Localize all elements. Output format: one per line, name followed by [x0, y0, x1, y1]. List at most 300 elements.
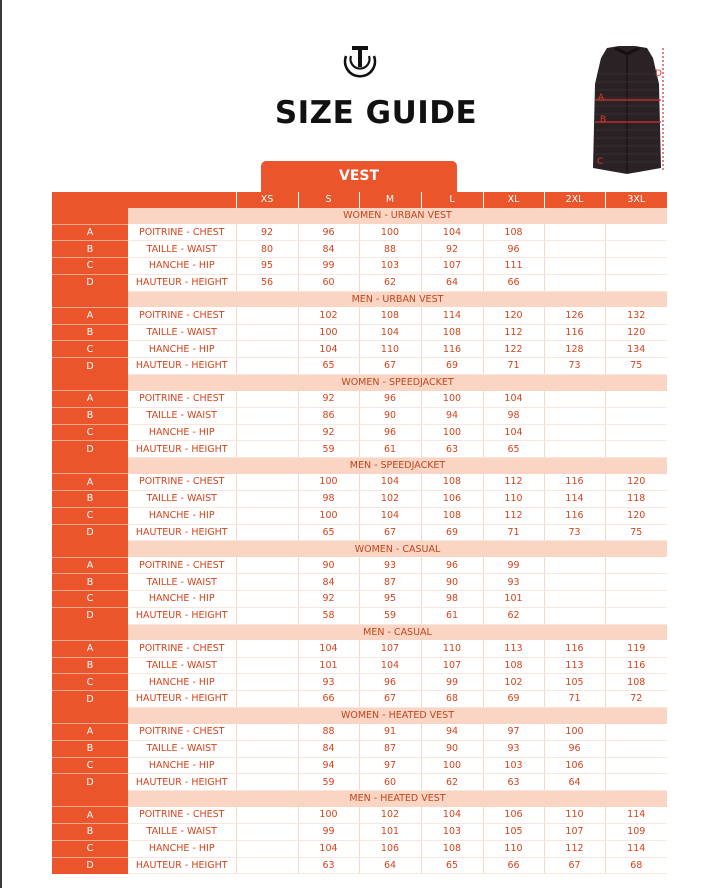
- size-value-cell: [236, 441, 298, 458]
- size-value-cell: 104: [359, 657, 421, 674]
- size-header: L: [421, 192, 483, 208]
- size-value-cell: 104: [483, 391, 544, 408]
- size-value-cell: 132: [605, 307, 667, 324]
- size-value-cell: [544, 424, 605, 441]
- size-value-cell: 108: [359, 307, 421, 324]
- size-value-cell: 106: [421, 491, 483, 508]
- size-value-cell: 69: [483, 691, 544, 708]
- size-value-cell: 114: [605, 807, 667, 824]
- table-row: [52, 674, 667, 691]
- size-value-cell: [236, 807, 298, 824]
- size-value-cell: [236, 491, 298, 508]
- measurement-letter: A: [52, 640, 128, 657]
- brand-logo-icon: [340, 40, 380, 80]
- size-value-cell: 96: [421, 557, 483, 574]
- size-value-cell: 65: [421, 857, 483, 874]
- size-value-cell: 103: [359, 258, 421, 275]
- size-value-cell: 97: [483, 724, 544, 741]
- section-row: [52, 374, 667, 390]
- measurement-letter: C: [52, 507, 128, 524]
- measurement-letter: B: [52, 241, 128, 258]
- size-value-cell: [605, 591, 667, 608]
- size-value-cell: [236, 824, 298, 841]
- measurement-letter: A: [52, 724, 128, 741]
- size-value-cell: 104: [298, 341, 359, 358]
- size-value-cell: 96: [544, 740, 605, 757]
- section-title: WOMEN - URBAN VEST: [128, 208, 667, 224]
- size-value-cell: [236, 740, 298, 757]
- measurement-label: POITRINE - CHEST: [128, 807, 236, 824]
- size-value-cell: 110: [483, 491, 544, 508]
- size-value-cell: [236, 391, 298, 408]
- table-row: [52, 324, 667, 341]
- size-value-cell: 100: [298, 324, 359, 341]
- measurement-label: TAILLE - WAIST: [128, 824, 236, 841]
- size-value-cell: 64: [359, 857, 421, 874]
- size-value-cell: 99: [298, 824, 359, 841]
- measurement-label: TAILLE - WAIST: [128, 324, 236, 341]
- size-value-cell: [544, 241, 605, 258]
- size-value-cell: 72: [605, 691, 667, 708]
- size-value-cell: 99: [421, 674, 483, 691]
- size-value-cell: [605, 224, 667, 241]
- size-value-cell: [236, 591, 298, 608]
- size-value-cell: [605, 441, 667, 458]
- size-value-cell: [236, 607, 298, 624]
- size-value-cell: 116: [544, 474, 605, 491]
- size-value-cell: [236, 774, 298, 791]
- size-value-cell: 104: [298, 840, 359, 857]
- size-value-cell: 128: [544, 341, 605, 358]
- measurement-label: HAUTEUR - HEIGHT: [128, 274, 236, 291]
- size-value-cell: 92: [236, 224, 298, 241]
- size-value-cell: 96: [359, 674, 421, 691]
- size-value-cell: 98: [421, 591, 483, 608]
- size-value-cell: 112: [483, 324, 544, 341]
- size-value-cell: [236, 757, 298, 774]
- size-value-cell: 91: [359, 724, 421, 741]
- table-row: [52, 274, 667, 291]
- measurement-letter: D: [52, 524, 128, 541]
- size-value-cell: 62: [421, 774, 483, 791]
- header-blank: [128, 192, 236, 208]
- size-value-cell: 110: [421, 640, 483, 657]
- size-value-cell: 100: [421, 391, 483, 408]
- size-value-cell: 71: [544, 691, 605, 708]
- size-value-cell: 69: [421, 358, 483, 375]
- size-value-cell: [236, 691, 298, 708]
- table-row: [52, 724, 667, 741]
- measurement-letter: B: [52, 491, 128, 508]
- measurement-label: HANCHE - HIP: [128, 424, 236, 441]
- measurement-label: POITRINE - CHEST: [128, 474, 236, 491]
- size-value-cell: 63: [421, 441, 483, 458]
- size-value-cell: 100: [421, 757, 483, 774]
- size-value-cell: 67: [359, 691, 421, 708]
- table-row: [52, 241, 667, 258]
- size-value-cell: 66: [483, 857, 544, 874]
- table-row: [52, 507, 667, 524]
- table-row: [52, 491, 667, 508]
- measurement-letter: C: [52, 757, 128, 774]
- size-value-cell: 95: [359, 591, 421, 608]
- section-row: [52, 208, 667, 224]
- measurement-label: HANCHE - HIP: [128, 258, 236, 275]
- page-title: SIZE GUIDE: [274, 95, 478, 131]
- size-value-cell: 98: [483, 407, 544, 424]
- size-value-cell: 84: [298, 574, 359, 591]
- size-value-cell: [236, 674, 298, 691]
- vest-diagram: [585, 44, 669, 176]
- size-value-cell: 84: [298, 241, 359, 258]
- table-row: [52, 574, 667, 591]
- size-value-cell: 98: [298, 491, 359, 508]
- size-value-cell: 68: [605, 857, 667, 874]
- size-value-cell: 101: [359, 824, 421, 841]
- size-value-cell: 122: [483, 341, 544, 358]
- size-header: 3XL: [605, 192, 667, 208]
- size-value-cell: 58: [298, 607, 359, 624]
- measurement-letter: D: [52, 774, 128, 791]
- measurement-label: TAILLE - WAIST: [128, 740, 236, 757]
- size-value-cell: 116: [544, 507, 605, 524]
- measurement-letter: D: [52, 857, 128, 874]
- size-value-cell: 104: [421, 224, 483, 241]
- size-value-cell: [605, 407, 667, 424]
- table-row: [52, 640, 667, 657]
- size-value-cell: 104: [359, 474, 421, 491]
- table-row: [52, 691, 667, 708]
- table-row: [52, 224, 667, 241]
- size-value-cell: [605, 258, 667, 275]
- size-value-cell: 80: [236, 241, 298, 258]
- size-value-cell: 96: [359, 424, 421, 441]
- section-row: [52, 707, 667, 723]
- measurement-letter: C: [52, 591, 128, 608]
- size-value-cell: [544, 391, 605, 408]
- size-value-cell: [605, 424, 667, 441]
- size-value-cell: 107: [359, 640, 421, 657]
- measurement-label: HAUTEUR - HEIGHT: [128, 524, 236, 541]
- size-value-cell: 107: [544, 824, 605, 841]
- size-value-cell: 108: [421, 474, 483, 491]
- table-row: [52, 424, 667, 441]
- size-value-cell: 67: [544, 857, 605, 874]
- table-row: [52, 307, 667, 324]
- size-value-cell: 107: [421, 258, 483, 275]
- table-row: [52, 474, 667, 491]
- size-value-cell: [544, 274, 605, 291]
- size-value-cell: 66: [298, 691, 359, 708]
- measurement-letter: A: [52, 474, 128, 491]
- size-value-cell: 66: [483, 274, 544, 291]
- size-value-cell: 68: [421, 691, 483, 708]
- size-value-cell: [605, 774, 667, 791]
- size-value-cell: 90: [359, 407, 421, 424]
- size-value-cell: 106: [544, 757, 605, 774]
- size-value-cell: 102: [483, 674, 544, 691]
- size-value-cell: 87: [359, 574, 421, 591]
- size-value-cell: 100: [298, 507, 359, 524]
- section-title: WOMEN - HEATED VEST: [128, 707, 667, 723]
- measurement-letter: B: [52, 324, 128, 341]
- size-value-cell: [605, 574, 667, 591]
- size-header-row: [52, 192, 667, 208]
- size-value-cell: [236, 341, 298, 358]
- size-value-cell: [236, 557, 298, 574]
- measurement-letter: B: [52, 740, 128, 757]
- measurement-label: TAILLE - WAIST: [128, 241, 236, 258]
- table-row: [52, 857, 667, 874]
- size-value-cell: 59: [298, 774, 359, 791]
- size-value-cell: 116: [544, 640, 605, 657]
- measurement-letter: B: [52, 574, 128, 591]
- table-row: [52, 824, 667, 841]
- measurement-letter: C: [52, 341, 128, 358]
- size-value-cell: [544, 407, 605, 424]
- size-header: 2XL: [544, 192, 605, 208]
- size-value-cell: 92: [298, 591, 359, 608]
- size-value-cell: 87: [359, 740, 421, 757]
- size-value-cell: 65: [298, 358, 359, 375]
- measurement-label: POITRINE - CHEST: [128, 557, 236, 574]
- size-value-cell: 104: [359, 507, 421, 524]
- size-value-cell: [544, 557, 605, 574]
- table-row: [52, 840, 667, 857]
- section-row: [52, 291, 667, 307]
- measurement-letter: B: [52, 657, 128, 674]
- measurement-letter: C: [52, 840, 128, 857]
- size-value-cell: 90: [298, 557, 359, 574]
- size-value-cell: 103: [421, 824, 483, 841]
- size-value-cell: 113: [483, 640, 544, 657]
- section-row: [52, 624, 667, 640]
- size-value-cell: 88: [359, 241, 421, 258]
- size-value-cell: 120: [483, 307, 544, 324]
- measurement-label: HAUTEUR - HEIGHT: [128, 358, 236, 375]
- size-value-cell: 114: [605, 840, 667, 857]
- measurement-label: HAUTEUR - HEIGHT: [128, 774, 236, 791]
- measurement-label: HANCHE - HIP: [128, 757, 236, 774]
- size-value-cell: 100: [298, 807, 359, 824]
- measurement-label: HAUTEUR - HEIGHT: [128, 691, 236, 708]
- table-row: [52, 358, 667, 375]
- table-row: [52, 774, 667, 791]
- section-title: MEN - HEATED VEST: [128, 791, 667, 807]
- size-value-cell: 114: [544, 491, 605, 508]
- size-value-cell: 93: [483, 574, 544, 591]
- measurement-label: TAILLE - WAIST: [128, 407, 236, 424]
- size-value-cell: 65: [483, 441, 544, 458]
- size-value-cell: [544, 574, 605, 591]
- size-value-cell: 100: [298, 474, 359, 491]
- size-value-cell: [236, 840, 298, 857]
- section-row: [52, 458, 667, 474]
- size-value-cell: 95: [236, 258, 298, 275]
- size-value-cell: 63: [483, 774, 544, 791]
- size-value-cell: 64: [421, 274, 483, 291]
- measurement-letter: D: [52, 441, 128, 458]
- size-value-cell: 105: [483, 824, 544, 841]
- size-value-cell: 61: [359, 441, 421, 458]
- size-value-cell: 94: [421, 407, 483, 424]
- size-value-cell: 102: [359, 491, 421, 508]
- measurement-label: HAUTEUR - HEIGHT: [128, 607, 236, 624]
- size-value-cell: 88: [298, 724, 359, 741]
- size-value-cell: 75: [605, 358, 667, 375]
- size-value-cell: 69: [421, 524, 483, 541]
- measurement-label: POITRINE - CHEST: [128, 640, 236, 657]
- table-row: [52, 757, 667, 774]
- diagram-label-b: B: [600, 115, 607, 125]
- size-value-cell: 100: [421, 424, 483, 441]
- diagram-label-c: C: [597, 157, 604, 167]
- section-title: MEN - SPEEDJACKET: [128, 458, 667, 474]
- table-row: [52, 341, 667, 358]
- size-value-cell: 104: [359, 324, 421, 341]
- size-value-cell: [236, 474, 298, 491]
- table-row: [52, 557, 667, 574]
- table-row: [52, 807, 667, 824]
- size-value-cell: 110: [483, 840, 544, 857]
- size-value-cell: [605, 241, 667, 258]
- size-value-cell: 108: [483, 657, 544, 674]
- size-value-cell: 116: [544, 324, 605, 341]
- size-value-cell: 102: [298, 307, 359, 324]
- section-row: [52, 791, 667, 807]
- size-value-cell: [544, 591, 605, 608]
- page-left-edge: [0, 0, 2, 888]
- size-header: M: [359, 192, 421, 208]
- table-row: [52, 524, 667, 541]
- size-value-cell: 64: [544, 774, 605, 791]
- size-value-cell: [605, 391, 667, 408]
- measurement-letter: D: [52, 691, 128, 708]
- size-value-cell: 86: [298, 407, 359, 424]
- diagram-label-d: D: [655, 69, 662, 79]
- size-value-cell: [236, 640, 298, 657]
- size-value-cell: 99: [298, 258, 359, 275]
- size-value-cell: 93: [359, 557, 421, 574]
- diagram-label-a: A: [598, 93, 605, 103]
- letter-cell-blank: [52, 291, 128, 307]
- size-value-cell: 93: [298, 674, 359, 691]
- size-value-cell: [236, 424, 298, 441]
- size-value-cell: 106: [483, 807, 544, 824]
- size-value-cell: [236, 857, 298, 874]
- section-title: WOMEN - CASUAL: [128, 541, 667, 557]
- size-value-cell: [605, 607, 667, 624]
- size-value-cell: [605, 557, 667, 574]
- measurement-label: POITRINE - CHEST: [128, 391, 236, 408]
- size-value-cell: 60: [298, 274, 359, 291]
- size-value-cell: 75: [605, 524, 667, 541]
- size-value-cell: [236, 724, 298, 741]
- size-value-cell: 92: [298, 424, 359, 441]
- size-value-cell: 67: [359, 358, 421, 375]
- size-value-cell: 109: [605, 824, 667, 841]
- table-row: [52, 441, 667, 458]
- measurement-letter: B: [52, 407, 128, 424]
- size-header: XL: [483, 192, 544, 208]
- size-value-cell: 116: [421, 341, 483, 358]
- size-value-cell: 108: [483, 224, 544, 241]
- size-value-cell: 103: [483, 757, 544, 774]
- size-value-cell: 63: [298, 857, 359, 874]
- measurement-label: HANCHE - HIP: [128, 591, 236, 608]
- measurement-label: HANCHE - HIP: [128, 840, 236, 857]
- size-value-cell: 73: [544, 358, 605, 375]
- measurement-letter: B: [52, 824, 128, 841]
- size-header: XS: [236, 192, 298, 208]
- size-value-cell: [236, 657, 298, 674]
- size-value-cell: 105: [544, 674, 605, 691]
- size-value-cell: 73: [544, 524, 605, 541]
- size-value-cell: 61: [421, 607, 483, 624]
- measurement-letter: C: [52, 674, 128, 691]
- measurement-letter: A: [52, 391, 128, 408]
- table-row: [52, 591, 667, 608]
- letter-cell-blank: [52, 624, 128, 640]
- size-value-cell: [236, 524, 298, 541]
- size-value-cell: 113: [544, 657, 605, 674]
- measurement-label: HAUTEUR - HEIGHT: [128, 441, 236, 458]
- letter-cell-blank: [52, 208, 128, 224]
- size-value-cell: [236, 407, 298, 424]
- size-value-cell: 94: [298, 757, 359, 774]
- size-value-cell: [236, 324, 298, 341]
- size-value-cell: 96: [483, 241, 544, 258]
- size-value-cell: 101: [483, 591, 544, 608]
- size-value-cell: 93: [483, 740, 544, 757]
- size-table: [52, 192, 667, 874]
- size-value-cell: 116: [605, 657, 667, 674]
- size-value-cell: [605, 274, 667, 291]
- size-value-cell: [605, 740, 667, 757]
- size-value-cell: 62: [483, 607, 544, 624]
- table-row: [52, 607, 667, 624]
- table-row: [52, 740, 667, 757]
- size-value-cell: 67: [359, 524, 421, 541]
- size-value-cell: 104: [298, 640, 359, 657]
- header-blank: [52, 192, 128, 208]
- size-value-cell: 114: [421, 307, 483, 324]
- size-value-cell: 108: [421, 324, 483, 341]
- measurement-label: POITRINE - CHEST: [128, 224, 236, 241]
- measurement-letter: C: [52, 424, 128, 441]
- letter-cell-blank: [52, 374, 128, 390]
- size-value-cell: 102: [359, 807, 421, 824]
- size-value-cell: 111: [483, 258, 544, 275]
- size-value-cell: 120: [605, 474, 667, 491]
- size-value-cell: [236, 507, 298, 524]
- size-value-cell: 126: [544, 307, 605, 324]
- size-value-cell: 71: [483, 524, 544, 541]
- size-value-cell: 97: [359, 757, 421, 774]
- letter-cell-blank: [52, 458, 128, 474]
- size-value-cell: 56: [236, 274, 298, 291]
- size-value-cell: [236, 307, 298, 324]
- size-value-cell: 134: [605, 341, 667, 358]
- size-value-cell: 120: [605, 324, 667, 341]
- size-value-cell: [544, 607, 605, 624]
- size-value-cell: 112: [544, 840, 605, 857]
- size-value-cell: 96: [359, 391, 421, 408]
- section-title: MEN - URBAN VEST: [128, 291, 667, 307]
- size-header: S: [298, 192, 359, 208]
- size-value-cell: [236, 574, 298, 591]
- size-value-cell: 84: [298, 740, 359, 757]
